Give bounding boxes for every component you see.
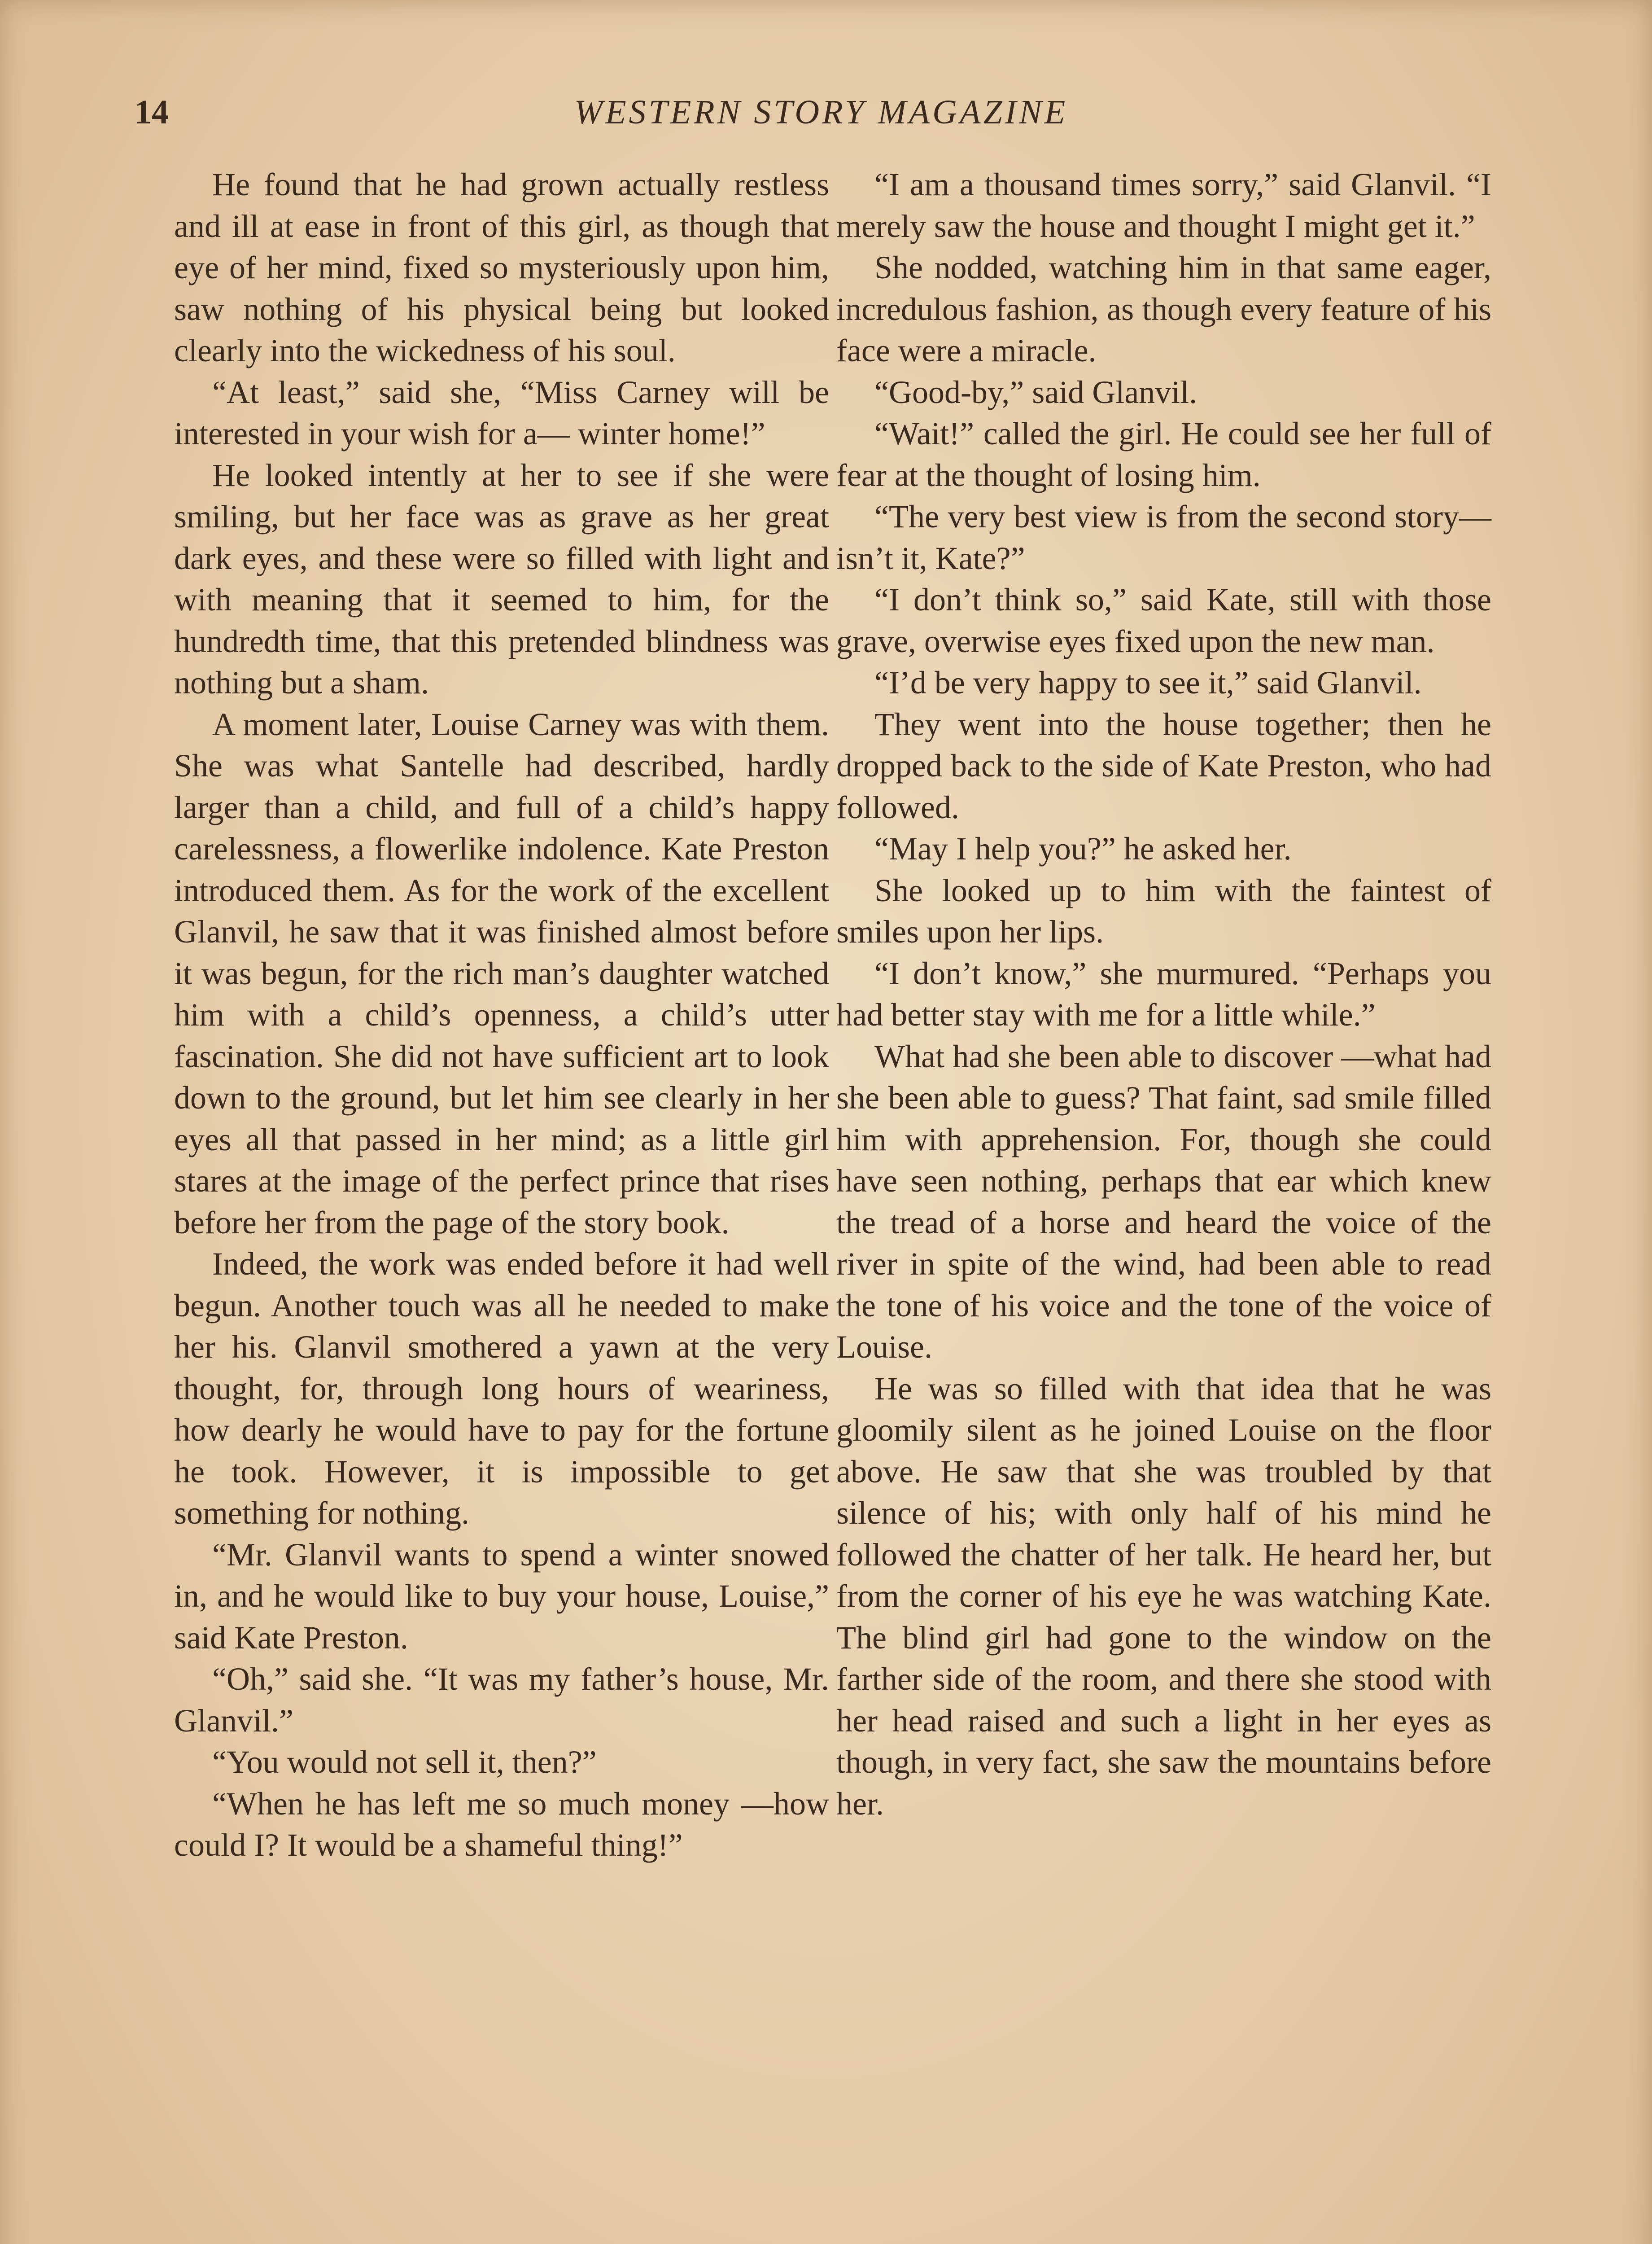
paragraph: “At least,” said she, “Miss Carney will be interested in your wish for a— winter home!” bbox=[174, 374, 829, 451]
paragraph: Indeed, the work was ended before it had well begun. Another touch was all he needed to make her his. Glanvil smothered a yawn at the very thought, for, through long hours of weariness, how dearly he would have to pay for the fortune he took. However, it is impossible to get something for nothing. bbox=[174, 1246, 829, 1531]
left-column bbox=[174, 164, 829, 1866]
paragraph: He found that he had grown actually restless and ill at ease in front of this girl, as though that eye of her mind, fixed so mysteriously upon him, saw nothing of his physical being but looked clearly into the wickedness of his soul. bbox=[174, 167, 829, 368]
running-head bbox=[135, 88, 1508, 137]
paragraph: “May I help you?” he asked her. bbox=[874, 831, 1292, 867]
right-column bbox=[836, 164, 1491, 1824]
page-number: 14 bbox=[135, 93, 169, 131]
paragraph: “Wait!” called the girl. He could see her full of fear at the thought of losing him. bbox=[836, 416, 1491, 493]
paragraph: “The very best view is from the second story—isn’t it, Kate?” bbox=[836, 499, 1491, 576]
paragraph: What had she been able to discover —what had she been able to guess? That faint, sad smile filled him with apprehension. For, though she could have seen nothing, perhaps that ear which knew the tread of a horse and heard the voice of the river in spite of the wind, had been able to read the tone of his voice and the tone of the voice of Louise. bbox=[836, 1038, 1491, 1365]
paragraph: He was so filled with that idea that he was gloomily silent as he joined Louise on the floor above. He saw that she was troubled by that silence of his; with only half of his mind he followed the chatter of her talk. He heard her, but from the corner of his eye he was watching Kate. The blind girl had gone to the window on the farther side of the room, and there she stood with her head raised and such a light in her eyes as though, in very fact, she saw the mountains before her. bbox=[836, 1370, 1491, 1822]
paragraph: “When he has left me so much money —how could I? It would be a shameful thing!” bbox=[174, 1785, 829, 1863]
paragraph: She nodded, watching him in that same eager, incredulous fashion, as though every feature of his face were a miracle. bbox=[836, 250, 1491, 368]
paragraph: “Good-by,” said Glanvil. bbox=[874, 374, 1197, 410]
paragraph: He looked intently at her to see if she were smiling, but her face was as grave as her great dark eyes, and these were so filled with light and with meaning that it seemed to him, for the hundredth time, that this pretended blindness was nothing but a sham. bbox=[174, 457, 829, 701]
paragraph: “Mr. Glanvil wants to spend a winter snowed in, and he would like to buy your house, Louise,” said Kate Preston. bbox=[174, 1536, 829, 1656]
paragraph: “I don’t know,” she murmured. “Perhaps you had better stay with me for a little while.” bbox=[836, 955, 1491, 1033]
paragraph: “I don’t think so,” said Kate, still with those grave, overwise eyes fixed upon the new man. bbox=[836, 582, 1491, 659]
magazine-title: WESTERN STORY MAGAZINE bbox=[574, 93, 1068, 131]
paragraph: “Oh,” said she. “It was my father’s house, Mr. Glanvil.” bbox=[174, 1661, 829, 1739]
paragraph: A moment later, Louise Carney was with them. She was what Santelle had described, hardly larger than a child, and full of a child’s happy carelessness, a flowerlike indolence. Kate Preston introduced them. As for the work of the excellent Glanvil, he saw that it was finished almost before it was begun, for the rich man’s daughter watched him with a child’s openness, a child’s utter fascination. She did not have sufficient art to look down to the ground, but let him see clearly in her eyes all that passed in her mind; as a little girl stares at the image of the perfect prince that rises before her from the page of the story book. bbox=[174, 706, 829, 1240]
paragraph: They went into the house together; then he dropped back to the side of Kate Preston, who had followed. bbox=[836, 706, 1491, 825]
paragraph: “I am a thousand times sorry,” said Glanvil. “I merely saw the house and thought I might get it.” bbox=[836, 167, 1491, 244]
paragraph: She looked up to him with the faintest of smiles upon her lips. bbox=[836, 872, 1491, 950]
paragraph: “You would not sell it, then?” bbox=[212, 1744, 597, 1780]
paragraph: “I’d be very happy to see it,” said Glanvil. bbox=[874, 665, 1422, 701]
